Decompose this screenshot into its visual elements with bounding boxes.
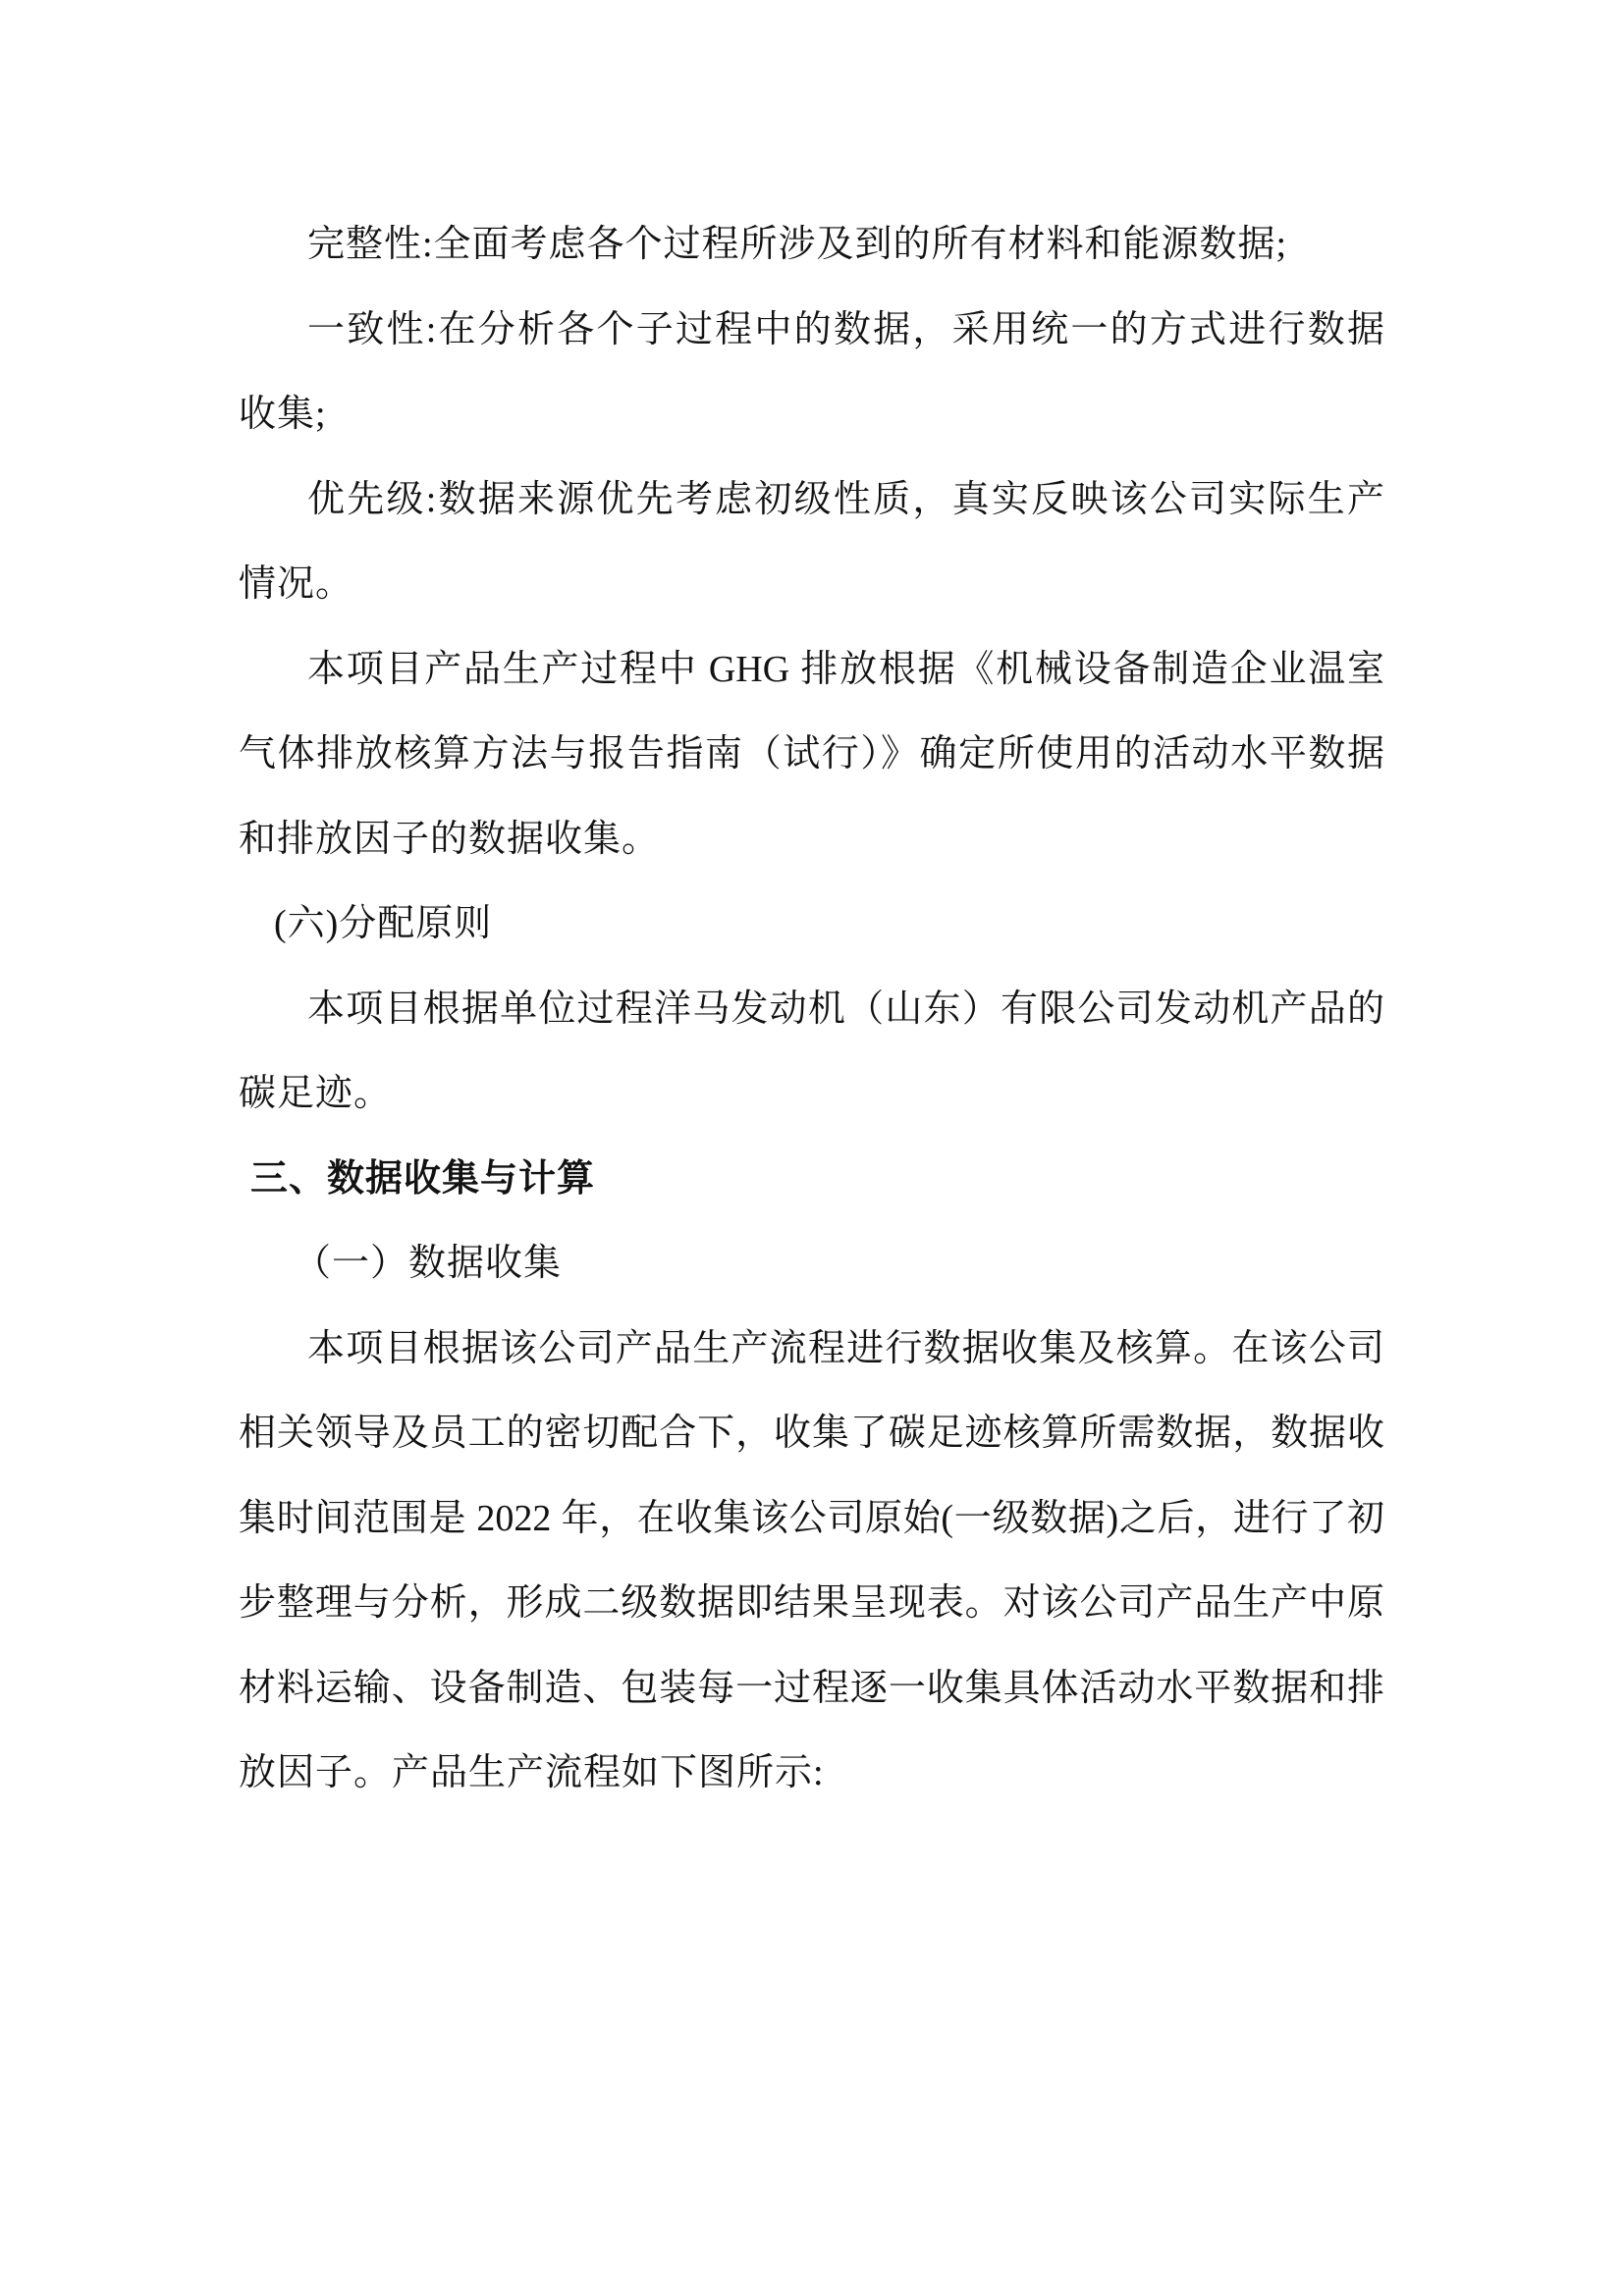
text-block xyxy=(239,202,1384,1816)
paragraph-line: 集时间范围是 2022 年，在收集该公司原始(一级数据)之后，进行了初 xyxy=(239,1497,1384,1539)
paragraph-line: 气体排放核算方法与报告指南（试行）》确定所使用的活动水平数据 xyxy=(239,733,1384,774)
subsection-heading: （一）数据收集 xyxy=(294,1243,563,1284)
paragraph-line: 放因子。产品生产流程如下图所示: xyxy=(239,1752,825,1793)
paragraph-line: 本项目根据该公司产品生产流程进行数据收集及核算。在该公司 xyxy=(307,1327,1384,1369)
section-heading: 三、数据收集与计算 xyxy=(250,1157,596,1200)
paragraph-line: 碳足迹。 xyxy=(239,1073,393,1114)
paragraph-line: 本项目根据单位过程洋马发动机（山东）有限公司发动机产品的 xyxy=(307,988,1384,1030)
paragraph-line: 完整性:全面考虑各个过程所涉及到的所有材料和能源数据; xyxy=(307,224,1288,265)
paragraph-line: 相关领导及员工的密切配合下，收集了碳足迹核算所需数据，数据收 xyxy=(239,1413,1384,1454)
paragraph-line: 本项目产品生产过程中 GHG 排放根据《机械设备制造企业温室 xyxy=(307,648,1384,690)
subsection-heading: (六)分配原则 xyxy=(274,903,493,944)
paragraph-line: 情况。 xyxy=(239,563,354,605)
paragraph-line: 材料运输、设备制造、包装每一过程逐一收集具体活动水平数据和排 xyxy=(239,1667,1384,1709)
paragraph-line: 和排放因子的数据收集。 xyxy=(239,818,661,860)
paragraph-line: 优先级:数据来源优先考虑初级性质，真实反映该公司实际生产 xyxy=(307,478,1384,520)
paragraph-line: 一致性:在分析各个子过程中的数据，采用统一的方式进行数据 xyxy=(307,308,1384,350)
paragraph-line: 收集; xyxy=(239,394,327,435)
paragraph-line: 步整理与分析，形成二级数据即结果呈现表。对该公司产品生产中原 xyxy=(239,1582,1384,1624)
